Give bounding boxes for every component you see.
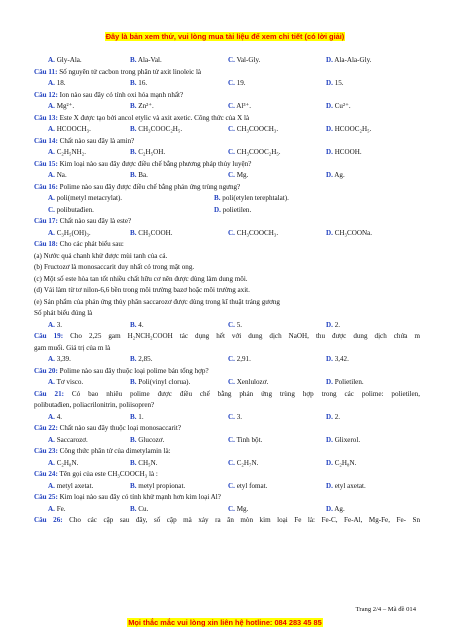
option-text: CH₃COOCH₃. [236, 125, 279, 133]
option-text: Ag. [334, 504, 345, 513]
option-letter: C. [48, 205, 55, 214]
answer-option [48, 147, 130, 159]
answer-option [48, 78, 130, 90]
option-letter: D. [326, 458, 333, 467]
option-letter: B. [130, 56, 137, 64]
answer-option [130, 320, 228, 332]
option-letter: D. [326, 378, 333, 386]
option-text: polibutađien. [56, 205, 94, 214]
option-letter: C. [228, 481, 235, 490]
question-stem [34, 515, 420, 527]
answer-option [130, 78, 228, 90]
option-text: 2,85. [138, 355, 153, 363]
option-text: HCOOC₂H₅. [334, 125, 372, 133]
question-text: Este X được tạo bởi ancol etylic và axit axetic. Công thức của X là [59, 113, 250, 122]
option-letter: B. [130, 435, 137, 444]
answer-option [130, 412, 228, 424]
question-text: Chất nào sau đây là este? [59, 217, 132, 225]
option-letter: C. [228, 79, 235, 87]
answer-option [48, 504, 130, 516]
answer-option [130, 55, 228, 67]
answer-option [326, 147, 408, 159]
option-text: poli(metyl metacrylat). [56, 194, 123, 202]
option-letter: B. [130, 228, 137, 237]
option-text: Ala-Ala-Gly. [334, 56, 372, 64]
answer-options-row [34, 78, 420, 90]
option-letter: C. [228, 355, 235, 363]
statement-line: (e) Sản phẩm của phản ứng thủy phân saccarozơ được dùng trong kĩ thuật tráng gương [34, 297, 280, 306]
option-text: Cu. [138, 504, 149, 513]
answer-option [228, 435, 326, 447]
question-text: Kim loại nào sau đây được điều chế bằng phương pháp thủy luyện? [59, 159, 252, 168]
answer-option [48, 55, 130, 67]
question-text: Chất nào sau đây là amin? [59, 136, 135, 145]
answer-option [326, 481, 408, 493]
answer-option [326, 504, 408, 516]
question-text: Cho các phát biểu sau: [59, 240, 124, 248]
statement-line: (a) Nước quả chanh khử được mùi tanh của cá. [34, 251, 168, 260]
option-text: C₂H₅OH. [138, 148, 166, 156]
answer-options-row [34, 504, 420, 516]
option-text: Mg. [236, 171, 249, 179]
option-letter: B. [130, 102, 137, 110]
option-letter: B. [214, 194, 221, 202]
question-number: Câu 23: [34, 447, 58, 455]
question-text: Polime nào sau đây được điều chế bằng phản ứng trùng ngưng? [59, 182, 241, 191]
question-stem [34, 423, 420, 435]
answer-option [228, 458, 326, 470]
option-letter: B. [130, 412, 137, 421]
option-letter: D. [326, 435, 333, 444]
option-text: Ag. [334, 171, 345, 179]
option-letter: C. [228, 504, 235, 513]
option-text: 16. [138, 79, 148, 87]
option-letter: D. [326, 481, 333, 490]
option-letter: B. [130, 458, 137, 467]
question-text: Cho các cặp sau đây, số cặp mà xảy ra ăn mòn kim loại Fe là: Fe-C, Fe-Al, Mg-Fe, Fe- Sn [69, 516, 420, 524]
answer-options-row [34, 458, 420, 470]
option-letter: A. [48, 148, 55, 156]
answer-options-row [34, 228, 420, 240]
answer-option [130, 101, 228, 113]
question-stem [34, 239, 420, 251]
statement-line: gam muối. Giá trị của m là [34, 343, 111, 352]
answer-option [48, 101, 130, 113]
answer-option [130, 504, 228, 516]
answer-option [130, 147, 228, 159]
option-text: etyl fomat. [236, 481, 268, 490]
option-text: metyl axetat. [56, 481, 94, 490]
answer-option [48, 458, 130, 470]
option-letter: A. [48, 125, 55, 133]
answer-option [228, 481, 326, 493]
option-text: Zn²⁺. [138, 102, 154, 110]
answer-option [228, 504, 326, 516]
question-number: Câu 16: [34, 182, 58, 191]
option-text: poli(etylen terephtalat). [222, 194, 289, 202]
answer-option [228, 78, 326, 90]
option-text: Na. [56, 171, 67, 179]
answer-option [48, 193, 214, 205]
option-letter: C. [228, 320, 235, 329]
option-letter: D. [326, 504, 333, 513]
option-letter: A. [48, 320, 55, 329]
option-text: C₂H₈N. [334, 458, 357, 467]
answer-option [228, 101, 326, 113]
answer-options-row [34, 412, 420, 424]
answer-option [326, 228, 408, 240]
option-letter: C. [228, 102, 235, 110]
option-letter: B. [130, 125, 137, 133]
question-text: Có bao nhiêu polime được điều chế bằng phản ứng trùng hợp trong các polime: polietilen, [71, 389, 420, 398]
option-letter: A. [48, 194, 55, 202]
answer-option [326, 55, 408, 67]
answer-option [130, 228, 228, 240]
option-letter: D. [326, 56, 333, 64]
answer-option [130, 354, 228, 366]
question-text: Chất nào sau đây thuộc loại monosaccarit? [59, 424, 181, 432]
question-stem [34, 159, 420, 171]
option-text: 1. [138, 412, 144, 421]
option-text: Tinh bột. [236, 435, 263, 444]
statement-line: Số phát biểu đúng là [34, 309, 93, 317]
option-text: Ala-Val. [137, 56, 162, 64]
answer-option [326, 435, 408, 447]
answer-option [48, 170, 130, 182]
question-number: Câu 12: [34, 90, 58, 99]
option-text: 3,42. [334, 355, 349, 363]
answer-options-row [34, 320, 420, 332]
option-letter: B. [130, 378, 137, 386]
option-letter: A. [48, 412, 55, 421]
option-letter: A. [48, 228, 55, 237]
option-text: 3. [236, 412, 243, 421]
question-text: Polime nào sau đây thuộc loại polime bán tổng hợp? [59, 366, 209, 375]
option-text: 4. [138, 320, 144, 329]
option-letter: C. [228, 125, 235, 133]
option-text: C₃H₅(OH)₃. [56, 228, 91, 237]
option-text: CH₃COOC₂H₅. [138, 125, 183, 133]
answer-option [48, 377, 130, 389]
question-stem [34, 366, 420, 378]
answer-option [228, 147, 326, 159]
option-letter: D. [326, 320, 333, 329]
option-text: 3. [56, 320, 63, 329]
question-number: Câu 22: [34, 424, 58, 432]
option-letter: A. [48, 171, 55, 179]
question-text: Tên gọi của este CH₃COOCH₃ là : [59, 470, 158, 478]
option-letter: A. [48, 56, 55, 64]
statement-line: (b) Fructozơ là monosaccarit duy nhất có trong mật ong. [34, 263, 195, 271]
answer-option [326, 124, 408, 136]
question-text: Cho 2,25 gam H₂NCH₂COOH tác dụng hết với dung dịch NaOH, thu được dung dịch chứa m [70, 332, 420, 340]
answer-option [130, 458, 228, 470]
answer-option [326, 354, 408, 366]
option-text: Xenlulozơ. [236, 378, 269, 386]
answer-option [228, 228, 326, 240]
question-stem [34, 182, 420, 194]
statement-line: polibutađien, poliacrilonitrin, poliisopren? [34, 401, 155, 409]
answer-option [326, 320, 408, 332]
option-letter: D. [214, 205, 221, 214]
option-letter: D. [326, 228, 333, 237]
option-text: 4. [56, 412, 63, 421]
question-text: Kim loại nào sau đây có tính khử mạnh hơn kim loại Al? [59, 493, 221, 501]
question-number: Câu 26: [34, 516, 63, 524]
question-text: Ion nào sau đây có tính oxi hóa mạnh nhất? [59, 90, 184, 99]
question-number: Câu 18: [34, 240, 58, 248]
option-text: Glixerol. [334, 435, 361, 444]
answer-option [130, 170, 228, 182]
option-text: 2. [334, 320, 341, 329]
page-info: Trang 2/4 – Mã đề 014 [355, 606, 416, 613]
question-number: Câu 11: [34, 67, 58, 76]
answer-options-row [34, 147, 420, 159]
option-text: metyl propionat. [138, 481, 186, 490]
answer-options-row [34, 55, 420, 67]
answer-option [228, 354, 326, 366]
option-letter: B. [130, 504, 137, 513]
answer-option [228, 124, 326, 136]
option-letter: C. [228, 378, 235, 386]
option-letter: B. [130, 481, 137, 490]
option-text: 15. [334, 79, 344, 87]
option-text: Cu²⁺. [334, 102, 351, 110]
question-stem [34, 216, 420, 228]
option-letter: D. [326, 171, 333, 179]
option-letter: A. [48, 435, 55, 444]
footer-hotline-banner: Mọi thắc mắc vui lòng xin liên hệ hotline: 084 283 45 85 [128, 618, 322, 627]
answer-option [48, 320, 130, 332]
answer-option [48, 124, 130, 136]
option-letter: C. [228, 435, 235, 444]
option-letter: B. [130, 148, 137, 156]
statement-line: (d) Vải làm từ tơ nilon-6,6 bền trong môi trường bazơ hoặc môi trường axit. [34, 286, 250, 294]
answer-option [228, 55, 326, 67]
option-letter: D. [326, 125, 333, 133]
answer-option [214, 205, 380, 217]
option-letter: A. [48, 378, 55, 386]
question-text: Số nguyên tử cacbon trong phân tử axit linoleic là [59, 67, 202, 76]
option-letter: C. [228, 171, 235, 179]
option-text: etyl axetat. [334, 481, 366, 490]
option-text: Fe. [56, 504, 66, 513]
question-number: Câu 13: [34, 113, 58, 122]
answer-option [48, 205, 214, 217]
answer-option [228, 412, 326, 424]
option-letter: D. [326, 412, 333, 421]
option-text: Saccarozơ. [56, 435, 88, 444]
option-text: 3,39. [56, 355, 71, 363]
option-text: CH₃COONa. [334, 228, 373, 237]
option-letter: C. [228, 228, 235, 237]
answer-option [228, 170, 326, 182]
option-text: CH₃COOC₂H₅. [236, 148, 281, 156]
answer-option [326, 78, 408, 90]
option-text: 19. [236, 79, 246, 87]
answer-options-row [34, 354, 420, 366]
answer-options-row [34, 124, 420, 136]
option-letter: D. [326, 102, 333, 110]
question-number: Câu 17: [34, 217, 58, 225]
answer-option [130, 124, 228, 136]
option-letter: A. [48, 79, 55, 87]
option-text: HCOOCH₃. [56, 125, 91, 133]
answer-option [326, 377, 408, 389]
option-text: Mg. [236, 504, 249, 513]
question-number: Câu 19: [34, 332, 64, 340]
option-text: Tơ visco. [56, 378, 84, 386]
answer-option [130, 481, 228, 493]
question-stem [34, 90, 420, 102]
question-stem [34, 67, 420, 79]
option-text: 2,91. [236, 355, 251, 363]
answer-options-row [34, 435, 420, 447]
answer-options-row [34, 481, 420, 493]
answer-options-row [34, 205, 420, 217]
option-text: Polietilen. [334, 378, 364, 386]
answer-option [48, 435, 130, 447]
option-letter: A. [48, 355, 55, 363]
option-text: Poli(vinyl clorua). [138, 378, 191, 386]
answer-option [326, 412, 408, 424]
option-text: HCOOH. [334, 148, 362, 156]
answer-option [130, 377, 228, 389]
option-text: Al³⁺. [236, 102, 252, 110]
answer-option [48, 354, 130, 366]
option-text: C₂H₇N. [236, 458, 259, 467]
option-text: C₂H₅NH₂. [56, 148, 86, 156]
question-stem [34, 469, 420, 481]
answer-option [214, 193, 380, 205]
answer-option [326, 458, 408, 470]
option-letter: B. [130, 79, 137, 87]
option-text: polietilen. [222, 205, 252, 214]
option-text: 5. [236, 320, 243, 329]
answer-option [228, 377, 326, 389]
question-number: Câu 25: [34, 493, 58, 501]
option-letter: A. [48, 458, 55, 467]
option-letter: D. [326, 355, 333, 363]
answer-option [130, 435, 228, 447]
question-stem [34, 136, 420, 148]
answer-options-row [34, 101, 420, 113]
option-letter: A. [48, 481, 55, 490]
option-text: CH₃COOH. [138, 228, 173, 237]
answer-option [326, 101, 408, 113]
option-text: 18. [56, 79, 66, 87]
option-letter: B. [130, 320, 137, 329]
statement-line: (c) Một số este hòa tan tốt nhiều chất hữu cơ nên được dùng làm dung môi. [34, 274, 248, 283]
option-letter: C. [228, 458, 235, 467]
answer-option [228, 320, 326, 332]
question-stem [34, 113, 420, 125]
answer-options-row [34, 193, 420, 205]
option-letter: C. [228, 148, 235, 156]
option-letter: D. [326, 79, 333, 87]
question-number: Câu 24: [34, 470, 58, 478]
answer-options-row [34, 377, 420, 389]
question-number: Câu 21: [34, 389, 64, 398]
option-text: 2. [334, 412, 341, 421]
option-text: Glucozơ. [138, 435, 165, 444]
option-text: Mg²⁺. [56, 102, 75, 110]
option-letter: C. [228, 56, 235, 64]
question-stem [34, 492, 420, 504]
answer-option [48, 412, 130, 424]
option-letter: B. [130, 355, 137, 363]
option-letter: C. [228, 412, 235, 421]
option-text: CH₃COOCH₃. [236, 228, 279, 237]
question-text: Công thức phân tử của dimetylamin là: [59, 447, 171, 455]
question-number: Câu 14: [34, 136, 58, 145]
answer-option [326, 170, 408, 182]
answer-options-row [34, 170, 420, 182]
option-text: Val-Gly. [236, 56, 261, 64]
exam-content [34, 55, 420, 527]
question-number: Câu 20: [34, 366, 58, 375]
option-text: Ba. [138, 171, 148, 179]
answer-option [48, 481, 130, 493]
option-text: Gly-Ala. [56, 56, 82, 64]
question-stem [34, 331, 420, 343]
answer-option [48, 228, 130, 240]
question-stem [34, 389, 420, 401]
option-letter: A. [48, 102, 55, 110]
question-number: Câu 15: [34, 159, 58, 168]
option-text: CH₅N. [138, 458, 158, 467]
option-text: C₂H₈N. [56, 458, 79, 467]
option-letter: D. [326, 148, 333, 156]
option-letter: B. [130, 171, 137, 179]
question-stem [34, 446, 420, 458]
option-letter: A. [48, 504, 55, 513]
header-banner: Đây là bản xem thử, vui lòng mua tài liệu để xem chi tiết (có lời giải) [105, 32, 345, 41]
